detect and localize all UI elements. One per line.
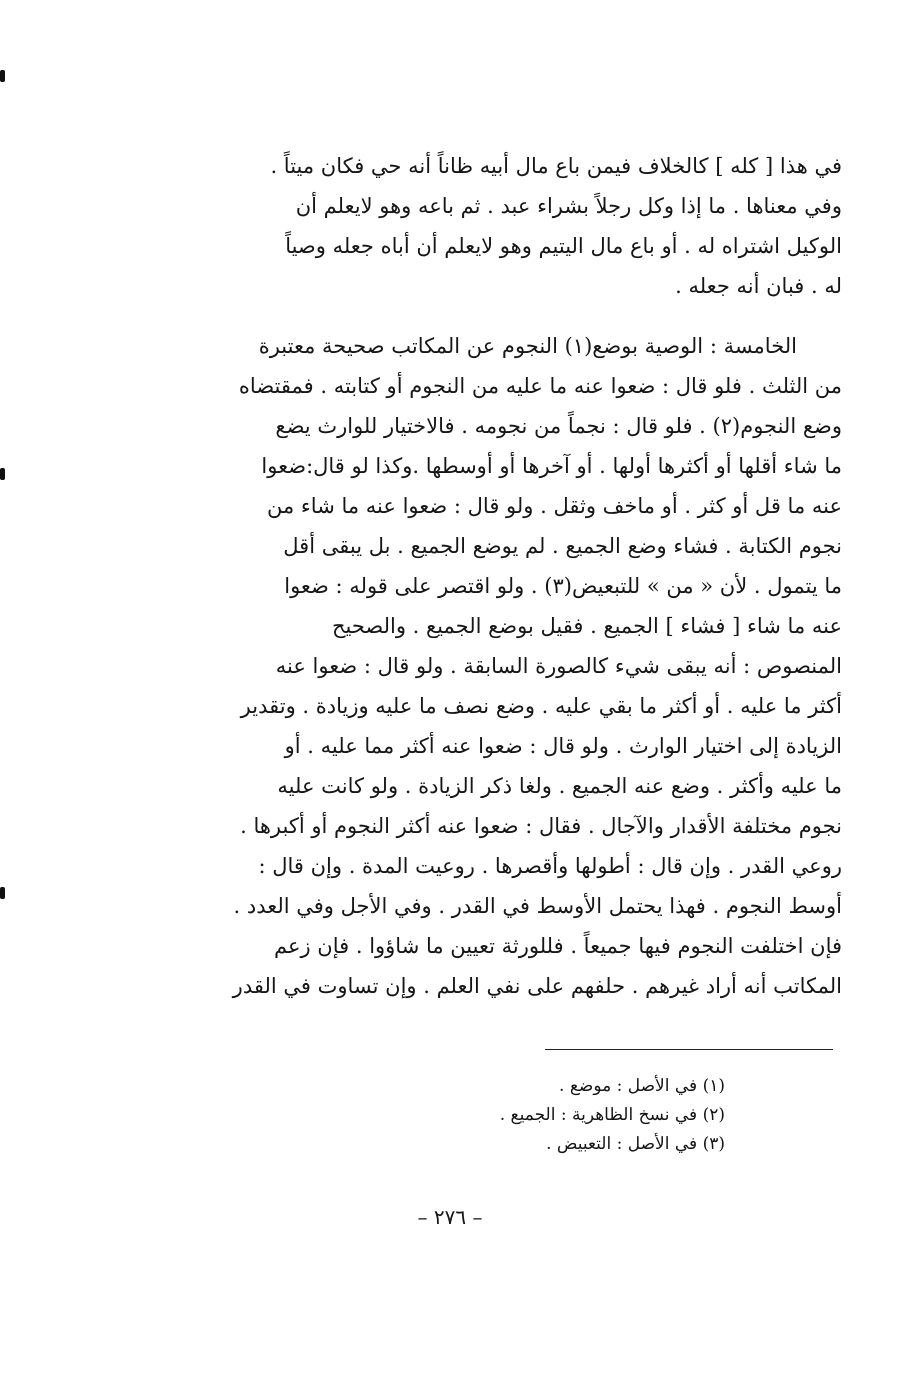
text-line: عنه ما قل أو كثر . أو ماخف وثقل . ولو قال : ضعوا عنه ما شاء من xyxy=(267,494,842,518)
footnotes xyxy=(300,1072,725,1159)
margin-mark-middle xyxy=(0,468,5,480)
text-line: في هذا [ كله ] كالخلاف فيمن باع مال أبيه ظاناً أنه حي فكان ميتاً . xyxy=(270,154,842,178)
footnote: (٢) في نسخ الظاهرية : الجميع . xyxy=(499,1105,725,1125)
text-line: وضع النجوم(٢) . فلو قال : نجماً من نجومه . فالاختيار للوارث يضع xyxy=(275,414,842,438)
text-line: من الثلث . فلو قال : ضعوا عنه ما عليه من النجوم أو كتابته . فمقتضاه xyxy=(238,374,842,398)
text-line: أكثر ما عليه . أو أكثر ما بقي عليه . وضع نصف ما عليه وزيادة . وتقدير xyxy=(240,694,842,718)
footnote: (١) في الأصل : موضع . xyxy=(559,1076,725,1096)
text-line: المكاتب أنه أراد غيرهم . حلفهم على نفي العلم . وإن تساوت في القدر xyxy=(232,974,842,998)
text-line: فإن اختلفت النجوم فيها جميعاً . فللورثة تعيين ما شاؤوا . فإن زعم xyxy=(273,934,842,958)
text-line: نجوم مختلفة الأقدار والآجال . فقال : ضعوا عنه أكثر النجوم أو أكبرها . xyxy=(240,814,842,838)
text-line: أوسط النجوم . فهذا يحتمل الأوسط في القدر . وفي الأجل وفي العدد . xyxy=(233,894,842,918)
text-line: له . فبان أنه جعله . xyxy=(675,274,842,298)
text-line: عنه ما شاء [ فشاء ] الجميع . فقيل بوضع الجميع . والصحيح xyxy=(331,614,842,638)
text-line: نجوم الكتابة . فشاء وضع الجميع . لم يوضع الجميع . بل يبقى أقل xyxy=(283,534,842,558)
text-line: الزيادة إلى اختيار الوارث . ولو قال : ضعوا عنه أكثر مما عليه . أو xyxy=(284,734,842,758)
text-line: روعي القدر . وإن قال : أطولها وأقصرها . روعيت المدة . وإن قال : xyxy=(258,854,842,878)
text-line: ما شاء أقلها أو أكثرها أولها . أو آخرها أو أوسطها .وكذا لو قال:ضعوا xyxy=(261,454,842,478)
text-line: الوكيل اشتراه له . أو باع مال اليتيم وهو لايعلم أن أباه جعله وصياً xyxy=(285,234,842,258)
margin-mark-lower xyxy=(0,887,5,899)
footnote: (٣) في الأصل : التعبيض . xyxy=(546,1134,725,1154)
paragraph-2 xyxy=(100,326,842,1006)
text-line: الخامسة : الوصية بوضع(١) النجوم عن المكاتب صحيحة معتبرة xyxy=(258,334,797,358)
text-line: المنصوص : أنه يبقى شيء كالصورة السابقة . ولو قال : ضعوا عنه xyxy=(275,654,842,678)
text-line: ما عليه وأكثر . وضع عنه الجميع . ولغا ذكر الزيادة . ولو كانت عليه xyxy=(277,774,842,798)
text-line: وفي معناها . ما إذا وكل رجلاً بشراء عبد . ثم باعه وهو لايعلم أن xyxy=(295,194,842,218)
page-number: – ٢٧٦ – xyxy=(417,1205,483,1229)
footnote-separator xyxy=(545,1049,833,1050)
margin-mark-top xyxy=(0,70,5,82)
paragraph-1 xyxy=(100,146,842,306)
text-line: ما يتمول . لأن « من » للتبعيض(٣) . ولو اقتصر على قوله : ضعوا xyxy=(284,574,842,598)
